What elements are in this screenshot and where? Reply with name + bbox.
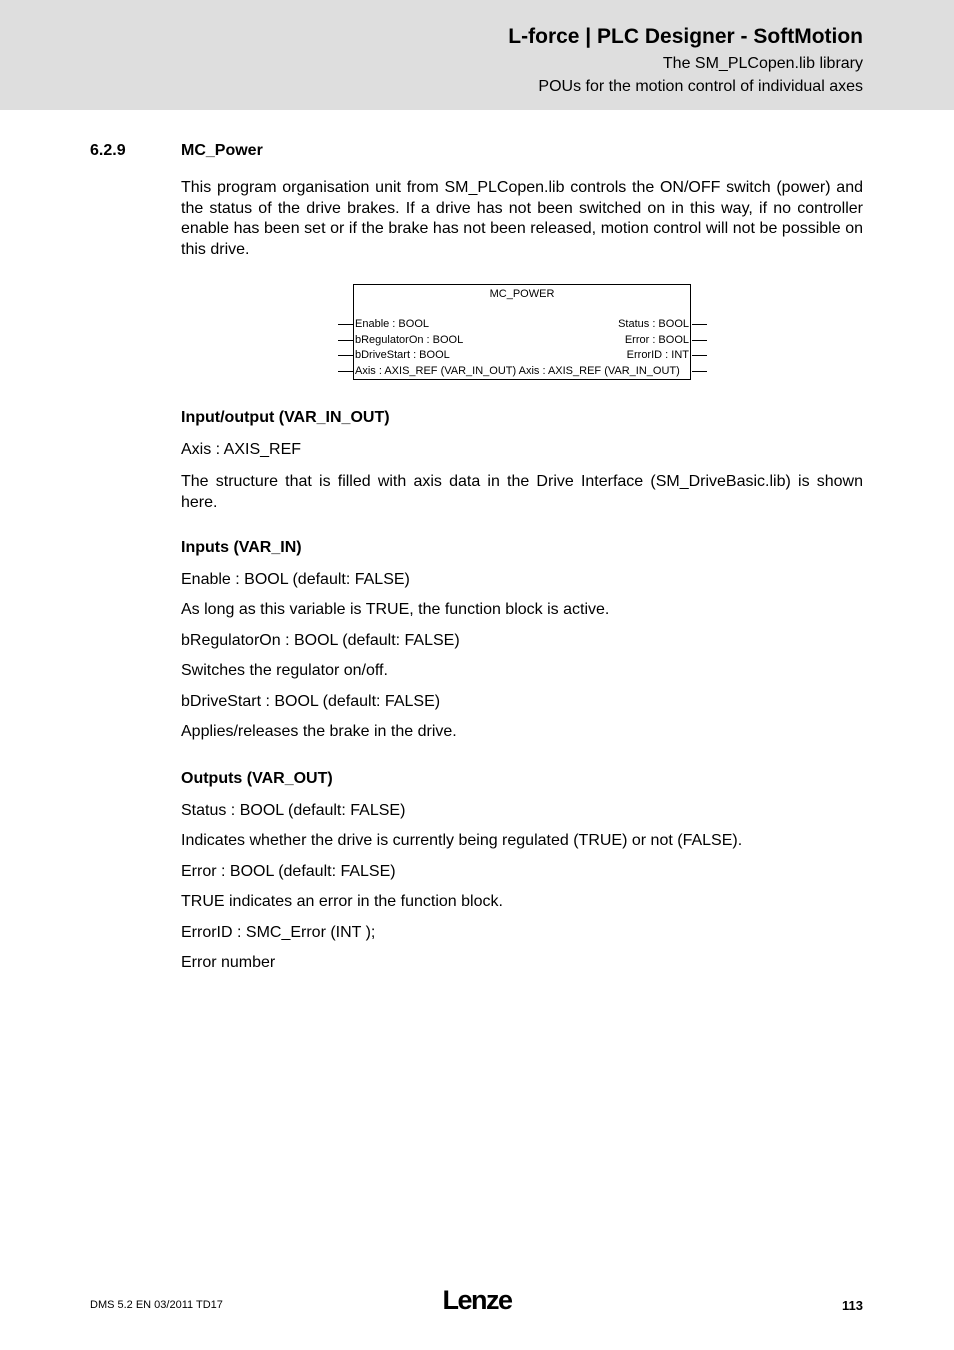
input-decl-enable: Enable : BOOL (default: FALSE): [181, 571, 410, 588]
footer-doc-id: DMS 5.2 EN 03/2011 TD17: [90, 1299, 223, 1311]
output-desc-error: TRUE indicates an error in the function block.: [181, 893, 503, 910]
header-title: L-force | PLC Designer - SoftMotion: [508, 25, 863, 48]
input-decl-regulator-on: bRegulatorOn : BOOL (default: FALSE): [181, 632, 460, 649]
header-subtitle-pous: POUs for the motion control of individual axes: [538, 78, 863, 95]
inout-heading: Input/output (VAR_IN_OUT): [181, 409, 390, 426]
function-block-name: MC_POWER: [489, 288, 555, 300]
input-pin-enable: Enable : BOOL: [355, 318, 429, 330]
inout-pin-axis: Axis : AXIS_REF (VAR_IN_OUT) Axis : AXIS_REF (VAR_IN_OUT): [355, 365, 680, 377]
output-decl-error: Error : BOOL (default: FALSE): [181, 863, 396, 880]
output-desc-status: Indicates whether the drive is currently being regulated (TRUE) or not (FALSE).: [181, 832, 743, 849]
page-number: 113: [842, 1298, 863, 1313]
input-pin-regulator-on: bRegulatorOn : BOOL: [355, 334, 464, 346]
output-pin-status: Status : BOOL: [618, 318, 689, 330]
output-pin-error: Error : BOOL: [624, 334, 689, 346]
input-desc-regulator-on: Switches the regulator on/off.: [181, 662, 388, 679]
section-number: 6.2.9: [90, 142, 126, 159]
connector-line: [338, 340, 353, 341]
intro-paragraph: This program organisation unit from SM_PLCopen.lib controls the ON/OFF switch (power) and the status of the drive brakes. If a drive has not been switched on in this way, if no controller enable has been set or if the brake has not been released, motion control will not be possible on this drive.: [181, 179, 863, 259]
section-title: MC_Power: [181, 142, 263, 159]
connector-line: [338, 324, 353, 325]
output-desc-error-id: Error number: [181, 954, 276, 971]
lenze-logo: [437, 1285, 517, 1315]
connector-line: [692, 371, 707, 372]
header-subtitle-library: The SM_PLCopen.lib library: [662, 55, 863, 72]
input-desc-enable: As long as this variable is TRUE, the function block is active.: [181, 601, 610, 618]
connector-line: [338, 371, 353, 372]
input-desc-drive-start: Applies/releases the brake in the drive.: [181, 723, 457, 740]
inputs-heading: Inputs (VAR_IN): [181, 539, 302, 556]
output-decl-error-id: ErrorID : SMC_Error (INT );: [181, 924, 376, 941]
connector-line: [692, 324, 707, 325]
outputs-heading: Outputs (VAR_OUT): [181, 770, 333, 787]
output-pin-error-id: ErrorID : INT: [626, 349, 689, 361]
function-block-box: [353, 284, 691, 380]
connector-line: [692, 355, 707, 356]
inout-axis-description: The structure that is filled with axis data in the Drive Interface (SM_DriveBasic.lib) is shown here.: [181, 473, 863, 511]
output-decl-status: Status : BOOL (default: FALSE): [181, 802, 406, 819]
connector-line: [692, 340, 707, 341]
lenze-logo-text: Lenze: [442, 1285, 512, 1315]
connector-line: [338, 355, 353, 356]
input-pin-drive-start: bDriveStart : BOOL: [355, 349, 450, 361]
inout-axis-decl: Axis : AXIS_REF: [181, 441, 302, 458]
page-header: [0, 0, 954, 110]
input-decl-drive-start: bDriveStart : BOOL (default: FALSE): [181, 693, 441, 710]
